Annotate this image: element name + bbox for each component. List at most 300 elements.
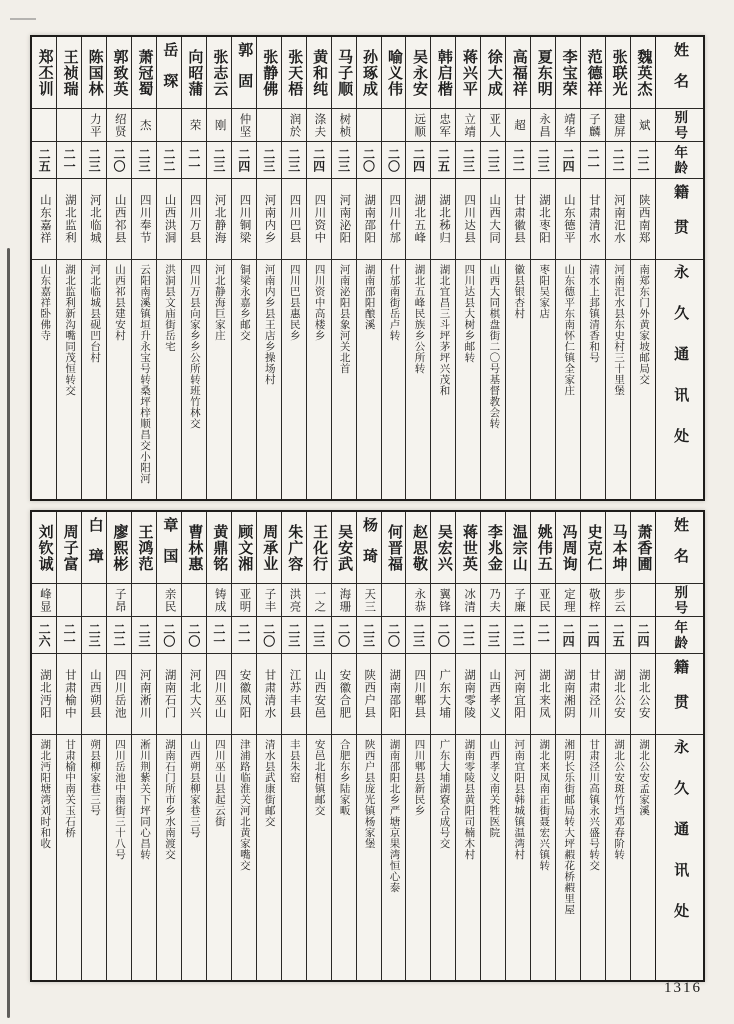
address-cell xyxy=(332,735,356,980)
alias-cell-text: 荣 xyxy=(188,118,201,132)
origin-cell xyxy=(182,654,206,735)
person-column xyxy=(106,512,131,980)
address-cell xyxy=(606,260,630,499)
address-cell xyxy=(631,735,655,980)
origin-cell-text: 山西孝义 xyxy=(488,669,501,719)
origin-cell-text: 湖南邵阳 xyxy=(388,669,401,719)
age-cell xyxy=(32,617,56,654)
origin-cell xyxy=(606,654,630,735)
age-cell-text: 二五 xyxy=(436,148,451,172)
origin-cell xyxy=(382,179,406,260)
origin-cell-text: 湖北监利 xyxy=(63,194,76,244)
scan-artifact-top xyxy=(10,18,36,20)
person-column xyxy=(81,37,106,499)
header-age-text: 年龄 xyxy=(672,144,688,176)
origin-cell xyxy=(456,179,480,260)
header-address xyxy=(656,735,703,980)
origin-cell xyxy=(531,179,555,260)
address-cell-text: 丰县朱窑 xyxy=(288,739,300,783)
name-cell xyxy=(132,512,156,584)
origin-cell-text: 四川奉节 xyxy=(138,194,151,244)
directory-table xyxy=(30,35,705,501)
name-cell-text: 朱广容 xyxy=(286,523,303,572)
address-cell xyxy=(481,260,505,499)
address-cell xyxy=(257,260,281,499)
address-cell-text: 山东嘉祥卧佛寺 xyxy=(39,264,51,341)
origin-cell-text: 湖北公安 xyxy=(637,669,650,719)
alias-cell-text: 刚 xyxy=(213,118,226,132)
alias-cell-text: 超 xyxy=(513,118,526,132)
alias-cell xyxy=(556,584,580,617)
address-cell xyxy=(232,735,256,980)
name-cell xyxy=(606,512,630,584)
alias-cell xyxy=(82,109,106,142)
origin-cell xyxy=(282,654,306,735)
alias-cell xyxy=(207,109,231,142)
person-column xyxy=(630,37,655,499)
origin-cell xyxy=(481,179,505,260)
address-cell xyxy=(207,260,231,499)
person-column xyxy=(430,37,455,499)
name-cell-text: 萧冠蜀 xyxy=(136,48,153,97)
age-cell-text: 二〇 xyxy=(261,623,276,647)
person-column xyxy=(430,512,455,980)
origin-cell-text: 湖北公安 xyxy=(612,669,625,719)
address-cell-text: 山西孝义南关牲医院 xyxy=(488,739,500,838)
address-cell xyxy=(431,260,455,499)
origin-cell-text: 河南淅川 xyxy=(138,669,151,719)
name-cell xyxy=(556,37,580,109)
age-cell-text: 二〇 xyxy=(112,148,127,172)
age-cell-text: 二〇 xyxy=(186,623,201,647)
age-cell xyxy=(307,617,331,654)
age-cell xyxy=(431,617,455,654)
alias-cell-text: 冰清 xyxy=(463,587,476,613)
name-cell-text: 马子顺 xyxy=(336,48,353,97)
address-cell-text: 四川郫县新民乡 xyxy=(413,739,425,816)
origin-cell xyxy=(207,654,231,735)
name-cell-text: 岳琛 xyxy=(161,41,178,104)
address-cell-text: 枣阳吴家店 xyxy=(538,264,550,319)
header-origin-text: 籍贯 xyxy=(672,184,688,254)
address-cell-text: 湘阴长乐街邮局转大坪赮花桥赮里屋 xyxy=(563,739,575,915)
alias-cell xyxy=(257,109,281,142)
age-cell-text: 二四 xyxy=(561,148,576,172)
name-cell xyxy=(257,37,281,109)
name-cell xyxy=(207,37,231,109)
name-cell xyxy=(282,37,306,109)
person-column xyxy=(455,37,480,499)
person-column xyxy=(605,37,630,499)
person-column xyxy=(281,37,306,499)
name-cell-text: 温宗山 xyxy=(510,523,527,572)
origin-cell xyxy=(232,654,256,735)
origin-cell-text: 山西朔县 xyxy=(88,669,101,719)
alias-cell xyxy=(531,109,555,142)
age-cell-text: 二二 xyxy=(112,623,127,647)
origin-cell-text: 湖南石门 xyxy=(163,669,176,719)
name-cell-text: 魏英杰 xyxy=(635,48,652,97)
address-cell-text: 陕西户县庞光镇杨家堡 xyxy=(363,739,375,849)
person-column xyxy=(32,512,56,980)
name-cell xyxy=(307,512,331,584)
name-cell xyxy=(107,37,131,109)
origin-cell xyxy=(431,179,455,260)
age-cell-text: 二三 xyxy=(361,623,376,647)
page xyxy=(30,35,705,982)
person-column xyxy=(580,37,605,499)
name-cell-text: 顾文湘 xyxy=(236,523,253,572)
alias-cell-text: 涤夫 xyxy=(313,112,326,138)
name-cell-text: 王祯瑞 xyxy=(61,48,78,97)
origin-cell xyxy=(332,179,356,260)
name-cell-text: 吴宏兴 xyxy=(435,523,452,572)
person-column xyxy=(256,512,281,980)
name-cell xyxy=(481,37,505,109)
origin-cell-text: 甘肃泾川 xyxy=(587,669,600,719)
address-cell-text: 清水县武康街邮交 xyxy=(263,739,275,827)
address-cell xyxy=(282,260,306,499)
name-cell-text: 周承业 xyxy=(261,523,278,572)
name-cell xyxy=(506,512,530,584)
alias-cell xyxy=(82,584,106,617)
address-cell-text: 湖北公安斑竹垱邓春阶转 xyxy=(613,739,625,860)
name-cell xyxy=(332,512,356,584)
alias-cell-text: 润於 xyxy=(288,112,301,138)
age-cell xyxy=(581,142,605,179)
person-column xyxy=(555,512,580,980)
age-cell-text: 二四 xyxy=(636,623,651,647)
alias-cell xyxy=(132,584,156,617)
alias-cell-text: 子昂 xyxy=(113,587,126,613)
origin-cell-text: 安徽合肥 xyxy=(338,669,351,719)
person-column xyxy=(306,37,331,499)
name-cell xyxy=(32,512,56,584)
age-cell xyxy=(631,617,655,654)
person-column xyxy=(206,512,231,980)
name-cell xyxy=(232,512,256,584)
alias-cell xyxy=(182,109,206,142)
person-column xyxy=(455,512,480,980)
age-cell-text: 二五 xyxy=(611,623,626,647)
header-alias-text: 别号 xyxy=(672,109,688,141)
name-cell xyxy=(132,37,156,109)
alias-cell xyxy=(32,109,56,142)
origin-cell xyxy=(32,654,56,735)
name-cell xyxy=(581,512,605,584)
person-column xyxy=(81,512,106,980)
name-cell xyxy=(157,512,181,584)
origin-cell xyxy=(406,654,430,735)
name-cell-text: 向昭蒲 xyxy=(186,48,203,97)
origin-cell-text: 陕西南郑 xyxy=(637,194,650,244)
age-cell-text: 二二 xyxy=(611,148,626,172)
address-cell xyxy=(556,735,580,980)
header-origin xyxy=(656,654,703,735)
alias-cell-text: 铸成 xyxy=(213,587,226,613)
name-cell xyxy=(357,37,381,109)
age-cell xyxy=(257,617,281,654)
age-cell-text: 二三 xyxy=(336,148,351,172)
age-cell xyxy=(132,142,156,179)
alias-cell xyxy=(581,109,605,142)
address-cell xyxy=(82,735,106,980)
age-cell-text: 二〇 xyxy=(336,623,351,647)
address-cell-text: 湖北沔阳塘湾刘时和收 xyxy=(39,739,51,849)
origin-cell-text: 河北临城 xyxy=(88,194,101,244)
age-cell xyxy=(506,142,530,179)
header-address xyxy=(656,260,703,499)
age-cell-text: 二一 xyxy=(62,148,77,172)
age-cell xyxy=(456,617,480,654)
age-cell-text: 二一 xyxy=(211,623,226,647)
address-cell xyxy=(257,735,281,980)
origin-cell xyxy=(107,654,131,735)
person-column xyxy=(356,512,381,980)
person-column xyxy=(281,512,306,980)
name-cell-text: 孙琢成 xyxy=(361,48,378,97)
age-cell xyxy=(307,142,331,179)
alias-cell xyxy=(282,584,306,617)
age-cell-text: 二〇 xyxy=(436,623,451,647)
address-cell xyxy=(307,735,331,980)
alias-cell-text: 亚民 xyxy=(537,587,550,613)
header-name xyxy=(656,37,703,109)
name-cell-text: 李宝荣 xyxy=(560,48,577,97)
person-column xyxy=(56,512,81,980)
address-cell-text: 河南汜水县东史村三十里堡 xyxy=(613,264,625,396)
alias-cell-text: 力平 xyxy=(88,112,101,138)
age-cell-text: 二三 xyxy=(486,148,501,172)
address-cell xyxy=(307,260,331,499)
name-cell-text: 吴永安 xyxy=(410,48,427,97)
age-cell xyxy=(282,142,306,179)
name-cell xyxy=(406,512,430,584)
address-cell xyxy=(456,735,480,980)
person-column xyxy=(131,37,156,499)
person-column xyxy=(580,512,605,980)
name-cell xyxy=(182,512,206,584)
address-cell-text: 云阳南溪镇垣升永宝号转桑坪梓顺昌交小阳河 xyxy=(139,264,150,484)
address-cell-text: 湖北来凤南正街聂宏兴镇转 xyxy=(538,739,550,871)
alias-cell xyxy=(606,584,630,617)
alias-cell xyxy=(581,584,605,617)
origin-cell xyxy=(132,179,156,260)
age-cell-text: 二三 xyxy=(411,623,426,647)
origin-cell xyxy=(556,179,580,260)
header-age xyxy=(656,617,703,654)
name-cell xyxy=(257,512,281,584)
header-name-text: 姓名 xyxy=(672,516,688,579)
origin-cell xyxy=(506,179,530,260)
origin-cell-text: 四川郫县 xyxy=(413,669,426,719)
name-cell-text: 郑丕训 xyxy=(36,48,53,97)
name-cell-text: 夏东明 xyxy=(535,48,552,97)
origin-cell xyxy=(282,179,306,260)
origin-cell xyxy=(257,179,281,260)
alias-cell xyxy=(631,584,655,617)
name-cell-text: 史克仁 xyxy=(585,523,602,572)
header-name-text: 姓名 xyxy=(672,41,688,104)
alias-cell-text: 杰 xyxy=(138,118,151,132)
name-cell-text: 刘钦诚 xyxy=(36,523,53,572)
age-cell xyxy=(406,617,430,654)
address-cell-text: 徽县银杏村 xyxy=(513,264,525,319)
name-cell xyxy=(606,37,630,109)
alias-cell-text: 翼锋 xyxy=(438,587,451,613)
alias-cell-text: 步云 xyxy=(612,587,625,613)
age-cell xyxy=(207,142,231,179)
age-cell xyxy=(232,617,256,654)
name-cell-text: 喻义伟 xyxy=(386,48,402,97)
age-cell xyxy=(581,617,605,654)
origin-cell-text: 四川铜梁 xyxy=(238,194,251,244)
age-cell xyxy=(631,142,655,179)
age-cell xyxy=(332,142,356,179)
origin-cell-text: 河南汜水 xyxy=(612,194,625,244)
age-cell xyxy=(531,617,555,654)
origin-cell-text: 湖北沔阳 xyxy=(38,669,51,719)
name-cell-text: 王鸿范 xyxy=(136,523,153,572)
address-cell-text: 四川万县向家乡乡公所转班竹林交 xyxy=(188,264,200,429)
address-cell xyxy=(32,260,56,499)
name-cell-text: 蒋世英 xyxy=(460,523,477,572)
name-cell-text: 何晋福 xyxy=(386,523,402,572)
address-cell-text: 淅川荆紫关下坪同心昌转 xyxy=(139,739,150,860)
origin-cell-text: 山西祁县 xyxy=(113,194,126,244)
origin-cell xyxy=(307,654,331,735)
alias-cell xyxy=(107,109,131,142)
alias-cell xyxy=(132,109,156,142)
age-cell-text: 二三 xyxy=(261,148,276,172)
address-cell-text: 甘肃榆中南关玉石桥 xyxy=(64,739,76,838)
address-cell xyxy=(406,260,430,499)
name-cell-text: 王化行 xyxy=(311,523,328,572)
name-cell-text: 杨琦 xyxy=(361,516,378,579)
origin-cell-text: 江苏丰县 xyxy=(288,669,301,719)
origin-cell xyxy=(207,179,231,260)
alias-cell xyxy=(556,109,580,142)
address-cell-text: 四川巫山县起云街 xyxy=(213,739,225,827)
alias-cell xyxy=(332,584,356,617)
person-column xyxy=(505,512,530,980)
age-cell xyxy=(481,142,505,179)
origin-cell-text: 陕西户县 xyxy=(363,669,376,719)
name-cell-text: 范德祥 xyxy=(585,48,602,97)
address-cell xyxy=(107,260,131,499)
name-cell-text: 李兆金 xyxy=(485,523,502,572)
age-cell xyxy=(157,142,181,179)
origin-cell xyxy=(157,179,181,260)
header-name xyxy=(656,512,703,584)
age-cell xyxy=(57,617,81,654)
address-cell-text: 铜梁永嘉乡邮交 xyxy=(238,264,250,341)
origin-cell-text: 甘肃徽县 xyxy=(513,194,526,244)
address-cell-text: 朔县柳家巷三号 xyxy=(89,739,101,816)
name-cell-text: 冯周询 xyxy=(560,523,577,572)
origin-cell-text: 甘肃清水 xyxy=(587,194,600,244)
person-column xyxy=(131,512,156,980)
origin-cell-text: 河南泌阳 xyxy=(338,194,351,244)
address-cell-text: 河南内乡县王店乡操场村 xyxy=(263,264,275,385)
age-cell xyxy=(406,142,430,179)
name-cell xyxy=(382,512,406,584)
origin-cell-text: 山东嘉祥 xyxy=(38,194,51,244)
name-cell-text: 姚伟五 xyxy=(535,523,552,572)
alias-cell xyxy=(382,109,406,142)
address-cell-text: 河南宜阳县韩城镇温湾村 xyxy=(513,739,525,860)
name-cell xyxy=(307,37,331,109)
name-cell-text: 萧香圃 xyxy=(635,523,652,572)
name-cell xyxy=(531,37,555,109)
alias-cell xyxy=(357,584,381,617)
address-cell xyxy=(456,260,480,499)
address-cell-text: 洪洞县文庙街岳宅 xyxy=(163,264,175,352)
origin-cell xyxy=(606,179,630,260)
address-cell xyxy=(232,260,256,499)
name-cell xyxy=(207,512,231,584)
address-cell xyxy=(531,735,555,980)
age-cell xyxy=(82,142,106,179)
address-cell xyxy=(606,735,630,980)
name-cell xyxy=(332,37,356,109)
origin-cell-text: 湖南零陵 xyxy=(463,669,476,719)
alias-cell xyxy=(307,584,331,617)
alias-cell-text: 永恭 xyxy=(413,587,426,613)
age-cell-text: 二二 xyxy=(461,623,476,647)
origin-cell-text: 四川巴县 xyxy=(288,194,301,244)
age-cell-text: 二三 xyxy=(486,623,501,647)
header-origin-text: 籍贯 xyxy=(672,659,688,729)
origin-cell xyxy=(581,654,605,735)
header-alias xyxy=(656,109,703,142)
alias-cell xyxy=(481,109,505,142)
name-cell xyxy=(456,37,480,109)
alias-cell-text: 远顺 xyxy=(413,112,426,138)
age-cell xyxy=(232,142,256,179)
name-cell xyxy=(32,37,56,109)
address-cell-text: 河北静海巨家庄 xyxy=(213,264,225,341)
origin-cell xyxy=(232,179,256,260)
person-column xyxy=(156,512,181,980)
alias-cell-text: 峰显 xyxy=(38,587,51,613)
person-column xyxy=(331,37,356,499)
name-cell-text: 徐大成 xyxy=(485,48,502,97)
age-cell-text: 二〇 xyxy=(386,623,401,647)
alias-cell xyxy=(406,584,430,617)
name-cell xyxy=(556,512,580,584)
age-cell-text: 二四 xyxy=(236,148,251,172)
address-cell-text: 湖北监利新沟嘴同茂恒转交 xyxy=(64,264,76,396)
age-cell xyxy=(282,617,306,654)
alias-cell xyxy=(431,109,455,142)
name-cell xyxy=(406,37,430,109)
alias-cell-text: 绍贤 xyxy=(113,112,126,138)
origin-cell xyxy=(182,179,206,260)
address-cell-text: 四川巴县惠民乡 xyxy=(288,264,300,341)
origin-cell xyxy=(157,654,181,735)
age-cell-text: 二三 xyxy=(136,148,151,172)
address-cell xyxy=(631,260,655,499)
age-cell xyxy=(207,617,231,654)
address-cell-text: 四川达县大树乡邮转 xyxy=(463,264,475,363)
person-column xyxy=(381,512,406,980)
address-cell xyxy=(57,735,81,980)
alias-cell xyxy=(232,584,256,617)
person-column xyxy=(605,512,630,980)
person-column xyxy=(206,37,231,499)
address-cell xyxy=(357,735,381,980)
